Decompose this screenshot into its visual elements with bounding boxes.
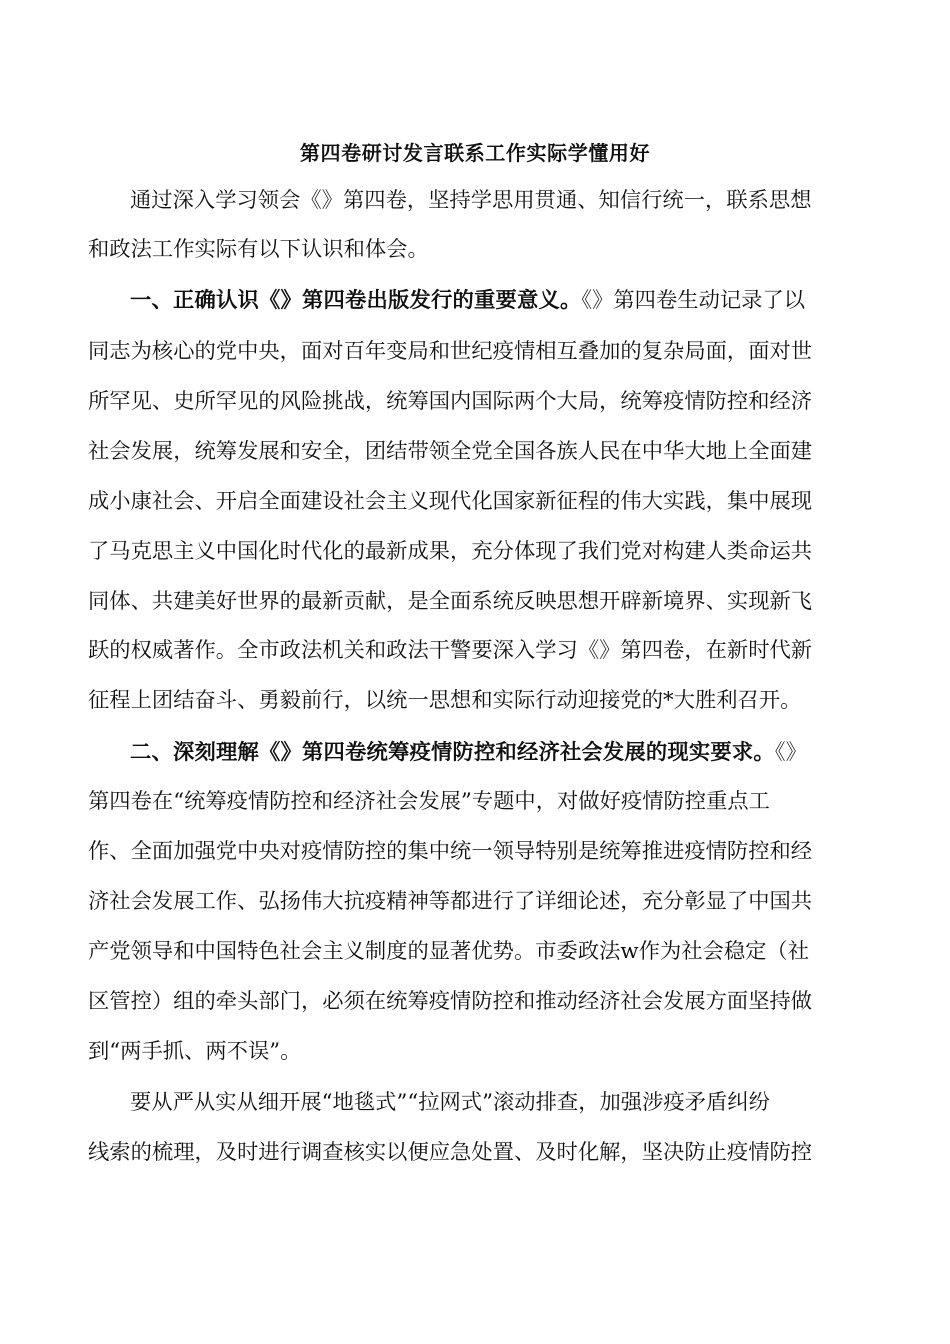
section-two-line-4 [88, 885, 858, 919]
section-one-line-3 [88, 385, 858, 419]
section-two-line-7 [88, 1035, 858, 1069]
section-two-line-2 [88, 785, 858, 819]
section-two-line-5 [88, 935, 858, 969]
text-run: 征程上团结奋斗、勇毅前行，以统一思想和实际行动迎接党的*大胜利召开。 [88, 688, 802, 713]
text-run: 产党领导和中国特色社会主义制度的显著优势。市委政法w作为社会稳定（社 [88, 939, 810, 964]
text-run: 同体、共建美好世界的最新贡献，是全面系统反映思想开辟新境界、实现新飞 [88, 589, 813, 614]
section-one-line-8 [88, 634, 858, 668]
text-run: 跃的权威著作。全市政法机关和政法干警要深入学习《》第四卷，在新时代新 [88, 638, 813, 663]
section-one-heading: 一、正确认识《》第四卷出版发行的重要意义。 [130, 288, 582, 313]
section-two-heading: 二、深刻理解《》第四卷统筹疫情防控和经济社会发展的现实要求。 [130, 740, 775, 765]
section-one-line-1 [130, 284, 858, 318]
section-two-line-1 [130, 736, 858, 770]
text-run: 《》第四卷生动记录了以 [581, 288, 806, 313]
section-one-line-4 [88, 435, 858, 469]
text-run: 线索的梳理，及时进行调查核实以便应急处置、及时化解，坚决防止疫情防控 [88, 1140, 813, 1165]
section-one-line-5 [88, 485, 858, 519]
text-run: 社会发展，统筹发展和安全，团结带领全党全国各族人民在中华大地上全面建 [88, 439, 813, 464]
section-two-line-6 [88, 985, 858, 1019]
section-one-line-9 [88, 684, 858, 718]
text-run: 同志为核心的党中央，面对百年变局和世纪疫情相互叠加的复杂局面，面对世 [88, 339, 813, 364]
paragraph-intro-line-1 [130, 184, 858, 218]
text-run: 通过深入学习领会《》第四卷，坚持学思用贯通、知信行统一，联系思想 [130, 188, 812, 213]
text-run: 作、全面加强党中央对疫情防控的集中统一领导特别是统筹推进疫情防控和经 [88, 839, 813, 864]
text-run: 了马克思主义中国化时代化的最新成果，充分体现了我们党对构建人类命运共 [88, 539, 813, 564]
text-run: 成小康社会、开启全面建设社会主义现代化国家新征程的伟大实践，集中展现 [88, 489, 813, 514]
paragraph-three-line-1 [130, 1086, 858, 1120]
text-run: 到“两手抓、两不误”。 [88, 1039, 302, 1064]
section-one-line-6 [88, 535, 858, 569]
text-run: 区管控）组的牵头部门，必须在统筹疫情防控和推动经济社会发展方面坚持做 [88, 989, 813, 1014]
paragraph-intro-line-2 [88, 233, 858, 267]
text-run: 和政法工作实际有以下认识和体会。 [88, 237, 429, 262]
paragraph-three-line-2 [88, 1136, 858, 1170]
text-run: 济社会发展工作、弘扬伟大抗疫精神等都进行了详细论述，充分彰显了中国共 [88, 889, 813, 914]
section-one-line-7 [88, 585, 858, 619]
section-one-line-2 [88, 335, 858, 369]
text-run: 第四卷在“统筹疫情防控和经济社会发展”专题中，对做好疫情防控重点工 [88, 789, 770, 814]
text-run: 所罕见、史所罕见的风险挑战，统筹国内国际两个大局，统筹疫情防控和经济 [88, 389, 813, 414]
text-run: 要从严从实从细开展“地毯式”“拉网式”滚动排查，加强涉疫矛盾纠纷 [130, 1090, 770, 1115]
section-two-line-3 [88, 835, 858, 869]
text-run: 《》 [774, 740, 807, 765]
document-title: 第四卷研讨发言联系工作实际学懂用好 [299, 141, 651, 165]
